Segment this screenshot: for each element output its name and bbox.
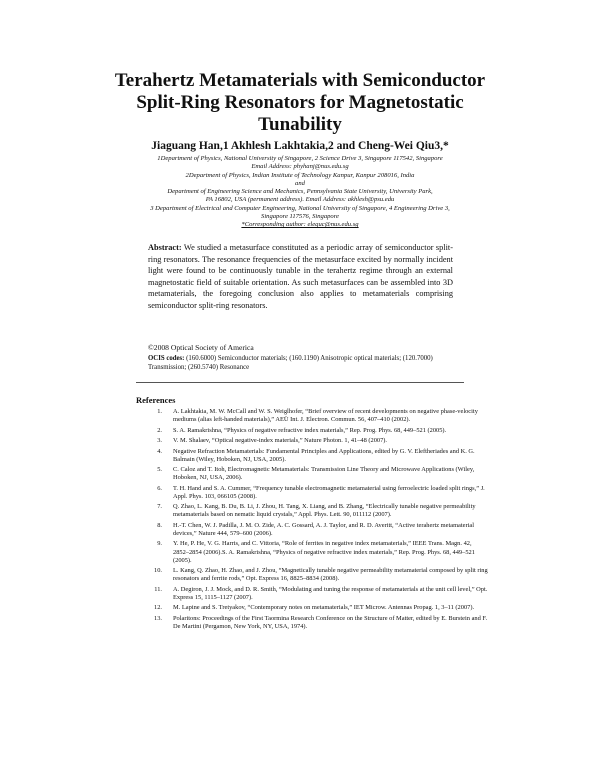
paper-title <box>90 70 510 136</box>
reference-item <box>148 604 488 612</box>
reference-number: 3. <box>157 437 162 445</box>
abstract-label: Abstract: <box>148 243 182 252</box>
affiliation-line: 3 Department of Electrical and Computer Engineering, National University of Singapore, 4 Engineering Drive 3, <box>150 204 450 212</box>
affiliation-line: 1Department of Physics, National University of Singapore, 2 Science Drive 3, Singapore 117542, Singapore <box>157 155 443 162</box>
reference-number: 6. <box>157 484 162 492</box>
reference-text: M. Lapine and S. Tretyakov, “Contemporary notes on metamaterials,” IET Microw. Antennas Propag. 1, 3–11 (2007). <box>173 604 475 612</box>
ocis-codes <box>148 355 468 373</box>
reference-text: V. M. Shalaev, “Optical negative-index materials,” Nature Photon. 1, 41–48 (2007). <box>173 437 388 445</box>
reference-text: T. H. Hand and S. A. Cummer, “Frequency tunable electromagnetic metamaterial using ferroelectric loaded split rings,” J. Appl. Phys. 103, 066105 (2008). <box>173 484 485 500</box>
reference-list <box>148 408 488 633</box>
affiliation-line: Singapore 117576, Singapore <box>261 213 339 221</box>
reference-number: 5. <box>157 466 162 474</box>
reference-item <box>148 427 488 435</box>
reference-number: 9. <box>157 540 162 548</box>
reference-text: L. Kang, Q. Zhao, H. Zhao, and J. Zhou, “Magnetically tunable negative permeability metamaterial composed by split ring resonators and ferrite rods,” Opt. Express 16, 8825–8834 (2008). <box>173 567 488 583</box>
affiliation-line: 2Department of Physics, Indian Institute of Technology Kanpur, Kanpur 208016, India <box>185 171 415 179</box>
affiliation-email: Email Address: phyhanj@nus.edu.sg <box>251 163 349 171</box>
reference-number: 8. <box>157 521 162 529</box>
reference-item <box>148 615 488 631</box>
reference-number: 7. <box>157 503 162 511</box>
reference-text: C. Caloz and T. Itoh, Electromagnetic Metamaterials: Transmission Line Theory and Microwave Applications (Wiley, Hoboken, NJ, USA, 2006). <box>173 466 475 482</box>
reference-item <box>148 567 488 583</box>
title-line: Tunability <box>258 114 342 135</box>
reference-number: 4. <box>157 447 162 455</box>
reference-text: A. Lakhtakia, M. W. McCall and W. S. Weiglhofer, “Brief overview of recent developments on negative phase-velocity mediums (alias left-handed materials),” AEÜ Int. J. Electron. Commun. 56, 407–410 (2002). <box>173 408 478 424</box>
affiliation-line: and <box>295 179 305 187</box>
reference-number: 1. <box>157 408 162 415</box>
section-divider <box>136 382 464 383</box>
reference-text: A. Degiron, J. J. Mock, and D. R. Smith, “Modulating and tuning the response of metamaterials at the unit cell level,” Opt. Express 15, 1115–1127 (2007). <box>173 585 488 601</box>
reference-item <box>148 540 488 564</box>
reference-text: S. A. Ramakrishna, “Physics of negative refractive index materials,” Rep. Prog. Phys. 68, 449–521 (2005). <box>173 426 447 434</box>
abstract-text: We studied a metasurface constituted as a periodic array of semiconductor split-ring resonators. The resonance frequencies of the metasurface excited by normally incident light were found to be continuously tunable in the terahertz regime through an external magnetostatic field of suitable orientation. As such metasurfaces can be assembled into 3D metamaterials, the foregoing conclusion also applies to metamaterials comprising semiconductor split-ring resonators. <box>148 243 453 310</box>
ocis-label: OCIS codes: <box>148 355 185 362</box>
affiliation-email: PA 16802, USA (permanent address). Email Address: akhlesh@psu.edu <box>205 196 395 204</box>
reference-item <box>148 437 488 445</box>
reference-text: H.-T. Chen, W. J. Padilla, J. M. O. Zide, A. C. Gossard, A. J. Taylor, and R. D. Averitt, “Active terahertz metamaterial devices,” Nature 444, 579–600 (2006). <box>173 521 475 537</box>
reference-number: 11. <box>154 585 162 593</box>
reference-text: Y. He, P. He, V. G. Harris, and C. Vittoria, “Role of ferrites in negative index metamaterials,” IEEE Trans. Magn. 42, 2852–2854 (2006).S. A. Ramakrishna, “Physics of negative refractive index materials,” Rep. Prog. Phys. 68, 449–521 (2005). <box>173 540 475 564</box>
reference-item <box>148 503 488 519</box>
reference-item <box>148 448 488 464</box>
reference-item <box>148 485 488 501</box>
title-line: Split-Ring Resonators for Magnetostatic <box>136 92 464 113</box>
reference-text: Q. Zhao, L. Kang, B. Du, B. Li, J. Zhou, H. Tang, X. Liang, and B. Zhang, “Electrically tunable negative permeability metamaterials based on nematic liquid crystals,” Appl. Phys. Lett. 90, 011112 (2007). <box>173 503 476 519</box>
title-line: Terahertz Metamaterials with Semiconductor <box>114 70 486 91</box>
reference-item <box>148 522 488 538</box>
reference-item <box>148 466 488 482</box>
reference-number: 13. <box>154 614 162 622</box>
author-list: Jiaguang Han,1 Akhlesh Lakhtakia,2 and Cheng-Wei Qiu3,* <box>151 140 449 152</box>
corresponding-author-email[interactable]: *Corresponding author: elequc@nus.edu.sg <box>241 221 359 229</box>
copyright-notice: ©2008 Optical Society of America <box>148 343 254 352</box>
reference-item <box>148 586 488 602</box>
reference-text: Polaritons: Proceedings of the First Taormina Research Conference on the Structure of Matter, edited by E. Burstein and F. De Martini (Pergamon, New York, NY, USA, 1974). <box>173 614 488 630</box>
reference-text: Negative Refraction Metamaterials: Fundamental Principles and Applications, edited by G. V. Eleftheriades and K. G. Balmain (Wiley, Hoboken, NJ, USA, 2005). <box>173 447 475 463</box>
reference-number: 2. <box>157 426 162 434</box>
references-heading: References <box>136 395 176 405</box>
reference-item <box>148 408 488 424</box>
reference-number: 10. <box>154 567 162 575</box>
affiliation-line: Department of Engineering Science and Mechanics, Pennsylvania State University, University Park, <box>167 188 433 196</box>
affiliations <box>110 155 490 230</box>
abstract <box>148 242 453 311</box>
reference-number: 12. <box>154 604 162 612</box>
ocis-text: (160.6000) Semiconductor materials; (160.1190) Anisotropic optical materials; (120.7000) Transmission; (260.5740) Resonance <box>148 355 433 371</box>
